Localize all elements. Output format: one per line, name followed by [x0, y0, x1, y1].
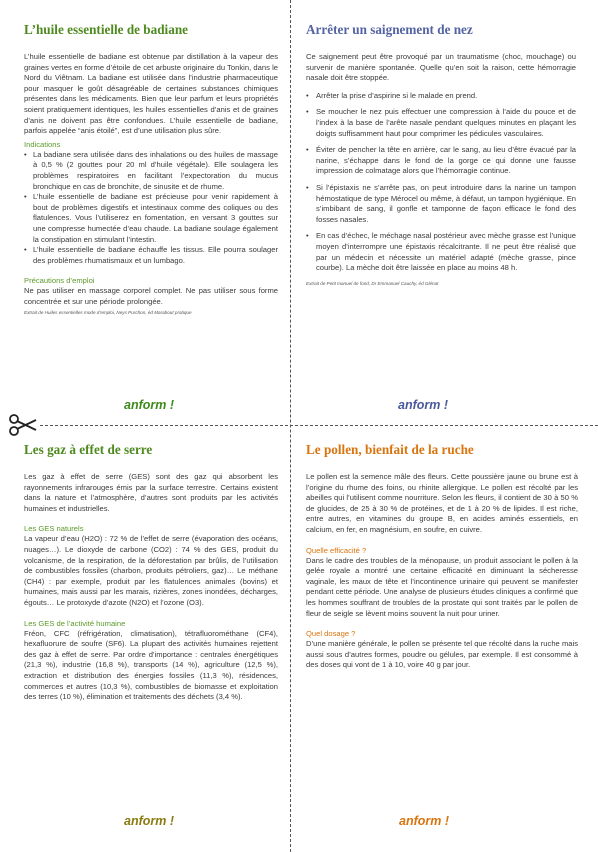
- list-item: • En cas d’échec, le méchage nasal postérieur avec mèche grasse est l’unique moyen d’interrompre une épistaxis récalcitrante. Il ne peut être réalisé que par un médecin et nécessite un matériel adapté (mèche grasse, pince courbe). La mèche doit être laissée en place au moins 48 h.: [306, 231, 576, 273]
- brand-logo: anform !: [124, 814, 174, 828]
- list-item: • Éviter de pencher la tête en arrière, car le sang, au lieu d’être évacué par la narine, s’échappe dans le fond de la gorge ce qui donne une fausse impression de colmatage alors que l’hémorragie continue.: [306, 145, 576, 177]
- efficacite-heading: Quelle efficacité ?: [306, 545, 367, 555]
- list-item: • L’huile essentielle de badiane est précieuse pour venir rapidement à bout de problèmes digestifs et intestinaux comme des coliques ou des flatulences. Vous l’utiliserez en fomentation, en versant 3 gouttes sur une compresse humectée d’eau chaude. La badiane soulage également la constipation en stimulant l’intestin.: [24, 192, 278, 245]
- brand-logo: anform !: [399, 814, 449, 828]
- precautions-text: Ne pas utiliser en massage corporel complet. Ne pas utiliser sous forme concentrée et sur une période prolongée.: [24, 286, 278, 306]
- efficacite-text: Dans le cadre des troubles de la ménopause, un produit associant le pollen à la gelée royale a montré une certaine efficacité en diminuant la sécheresse vaginale, les maux de tête et l’incontinence urinaire qui peuvent se manifester pendant cette période. Une analyse de plusieurs études cliniques a confirmé que les hommes souffrant de troubles de la prostate qui sont traités par le pollen de fleur de seigle se lèvent moins souvent la nuit pour uriner.: [306, 555, 578, 618]
- precautions-heading: Précautions d’emploi: [24, 276, 95, 286]
- vertical-cut-line: [290, 0, 291, 852]
- list-item: • L’huile essentielle de badiane échauffe les tissus. Elle pourra soulager des problèmes rhumatismaux et un lumbago.: [24, 245, 278, 266]
- badiane-title: L’huile essentielle de badiane: [24, 22, 189, 37]
- nez-list: [306, 91, 576, 274]
- pollen-card: [306, 442, 578, 671]
- horizontal-cut-line: [40, 425, 598, 426]
- list-item: • Si l’épistaxis ne s’arrête pas, on peut introduire dans la narine un tampon hémostatique de type Mérocel ou même, à défaut, un tampon hygiénique. En s’imbibant de sang, il gonfle et tamponne de façon efficace le fond des fosses nasales.: [306, 183, 576, 225]
- scissors-icon: [8, 413, 38, 437]
- list-item: • La badiane sera utilisée dans des inhalations ou des huiles de massage à 0,5 % (2 gouttes pour 20 ml d’huile végétale). Elle soulagera les problèmes respiratoires en facilitant l’expectoration du mucus bronchique en cas de bronchite, de sinusite et de rhume.: [24, 150, 278, 192]
- ges-naturels-text: La vapeur d’eau (H2O) : 72 % de l’effet de serre (évaporation des océans, nuages…). Le dioxyde de carbone (CO2) : 74 % des GES, produit du volcanisme, de la respiration, de la déforestation par brûlis, de l’utilisation de combustibles fossiles (charbon, produits pétroliers, gaz)… Le méthane (CH4) : par exemple, produit par les flatulences animales (bovins) et humaines, mais aussi par les marais, rizières, zones inondées, décharges, égouts… Le protoxyde d’azote (N2O) et l’ozone (O3).: [24, 534, 278, 607]
- nez-intro: Ce saignement peut être provoqué par un traumatisme (choc, mouchage) ou survenir de manière spontanée. Quelle qu’en soit la raison, cette hémorragie nasale doit être stoppée.: [306, 52, 576, 83]
- serre-intro: Les gaz à effet de serre (GES) sont des gaz qui absorbent les rayonnements infrarouges émis par la surface terrestre. Certains existent dans la nature et l’atmosphère, d’autres sont produits par les activités humaines et industrielles.: [24, 472, 278, 513]
- serre-card: [24, 442, 278, 703]
- nez-card: [306, 22, 576, 287]
- brand-logo: anform !: [398, 398, 448, 412]
- badiane-intro: L’huile essentielle de badiane est obtenue par distillation à la vapeur des graines vertes en forme d’étoile de cet arbuste originaire du Tonkin, dans le Nord du Viêtnam. La badiane est utilisée dans l’industrie pharmaceutique pour masquer le goût désagréable de certaines substances chimiques présentes dans les médicaments. Bien que leur parfum et leurs propriétés soient pratiquement identiques, les huiles essentielles d’anis et de graines d’anis ne doivent pas être confondues. L’huile essentielle de badiane, parfois appelée “anis étoilé”, est d’une utilisation plus sûre.: [24, 52, 278, 136]
- pollen-intro: Le pollen est la semence mâle des fleurs. Cette poussière jaune ou brune est à l’origine du rhume des foins, ou rhinite allergique. Le pollen est récolté par les abeilles qui l’utilisent comme nourriture. Selon les fleurs, il contient de 30 à 50 % de glucides, de 25 à 30 % de protéines, et de 1 à 20 % de lipides. Il est riche, entre autres, en vitamines du groupe B, en acides aminés essentiels, en calcium, en fer, en magnésium, en soufre, en cuivre.: [306, 472, 578, 534]
- serre-title: Les gaz à effet de serre: [24, 442, 153, 457]
- brand-logo: anform !: [124, 398, 174, 412]
- nez-source: Extrait de Petit manuel de fond, Dr Emmanuel Cauchy, éd Glénat: [306, 280, 439, 286]
- badiane-card: [24, 22, 278, 316]
- indications-list: [24, 150, 278, 267]
- list-item: • Se moucher le nez puis effectuer une compression à l’aide du pouce et de l’index à la base de l’arête nasale pendant quelques minutes en plaçant les doigts suffisamment haut pour comprimer les pédicules vasculaires.: [306, 107, 576, 139]
- ges-humaine-text: Fréon, CFC (réfrigération, climatisation), tétrafluorométhane (CF4), hexafluorure de soufre (SF6). La plupart des activités humaines rejettent des gaz à effet de serre. Par ordre d’importance : centrales énergétiques (21,3 %), industrie (16,8 %), transports (14 %), agriculture (12,5 %), extraction et distribution des énergies fossiles (11,3 %), résidences, commerces et autres (10,3 %), combustibles de biomasse et exploitation des terres (10 %), élimination et traitements des déchets (3,4 %).: [24, 628, 278, 702]
- dosage-heading: Quel dosage ?: [306, 629, 356, 639]
- badiane-source: Extrait de Huiles essentielles mode d’emploi, Neys Purchon, éd Marabout pratique: [24, 310, 192, 316]
- list-item: • Arrêter la prise d’aspirine si le malade en prend.: [306, 91, 576, 102]
- ges-naturels-heading: Les GES naturels: [24, 524, 84, 534]
- ges-humaine-heading: Les GES de l’activité humaine: [24, 618, 126, 628]
- nez-title: Arrêter un saignement de nez: [306, 22, 473, 37]
- indications-heading: Indications: [24, 139, 61, 149]
- dosage-text: D’une manière générale, le pollen se présente tel que récolté dans la ruche mais aussi sous d’autres formes, poudre ou gélules, par exemple. Il est consommé à des doses qui vont de 1 à 10, voire 40 g par jour.: [306, 639, 578, 670]
- pollen-title: Le pollen, bienfait de la ruche: [306, 442, 474, 457]
